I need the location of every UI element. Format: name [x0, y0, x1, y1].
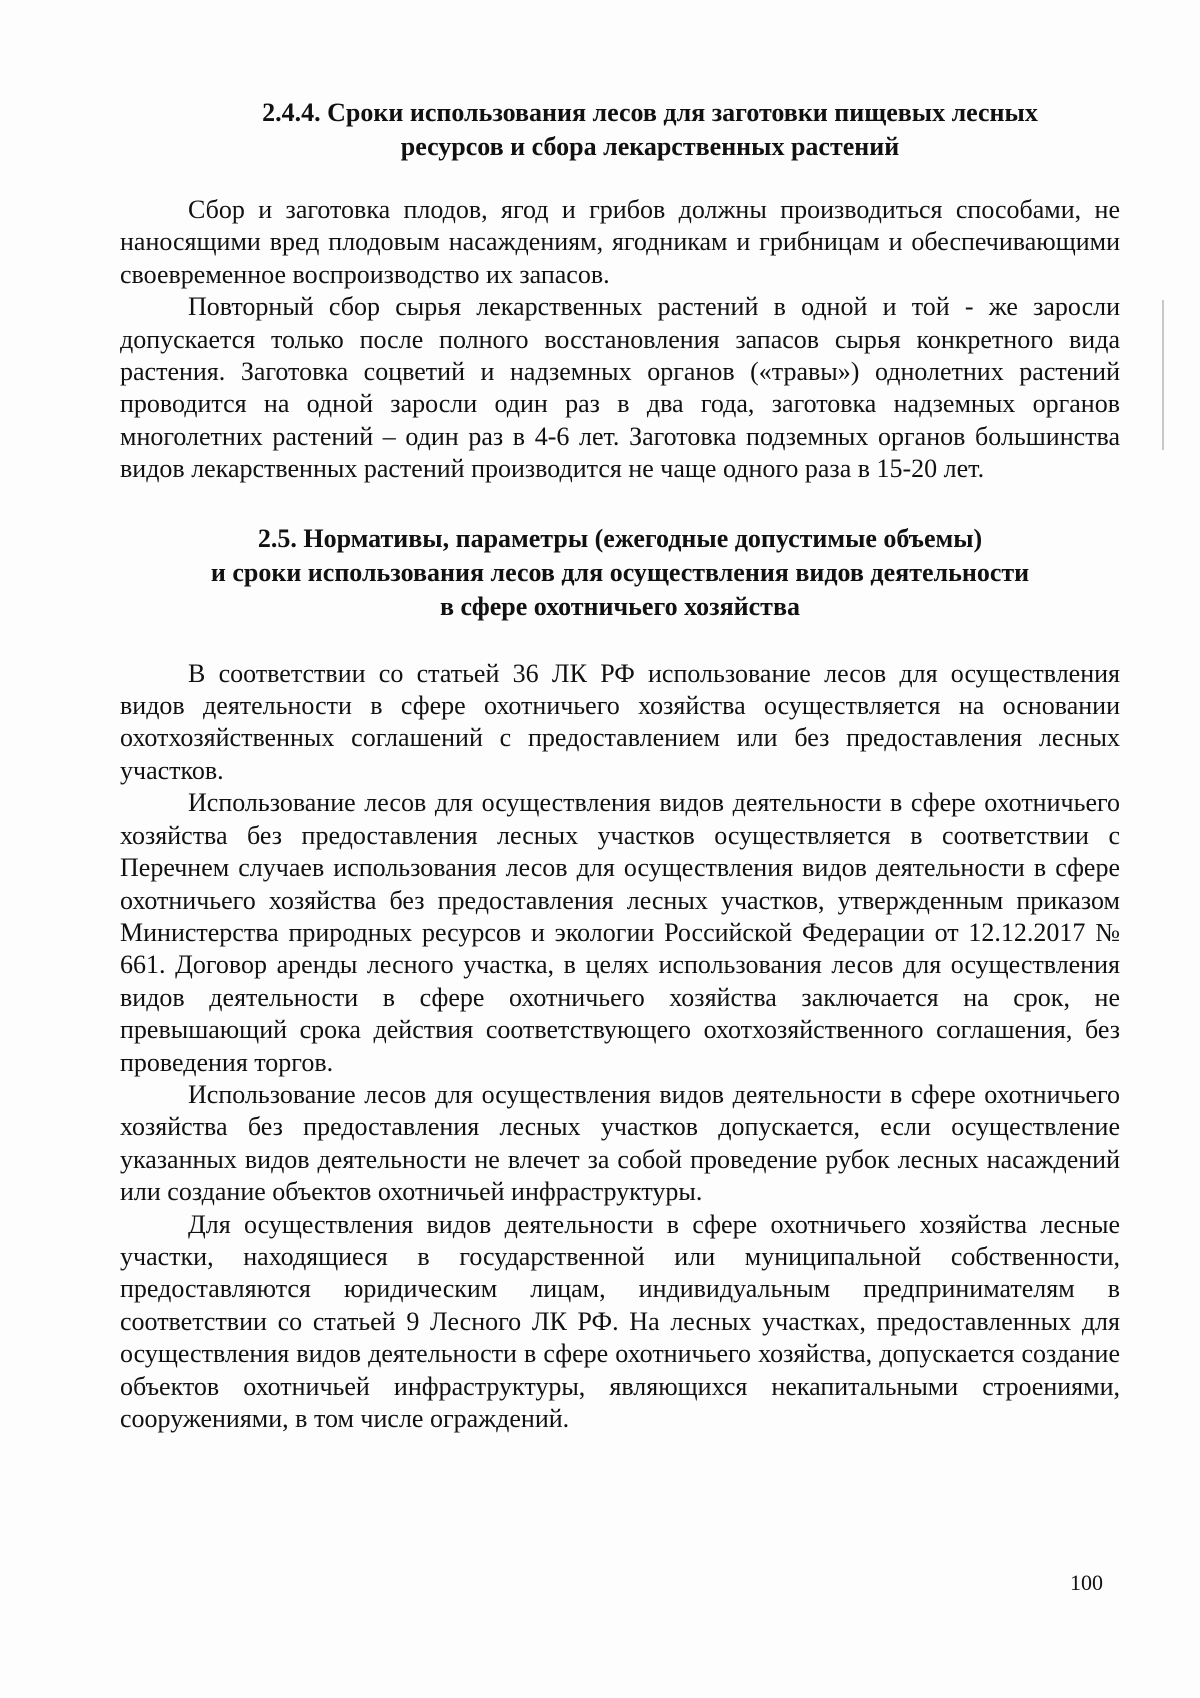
section-heading-2-5 — [120, 522, 1120, 624]
paragraph: Повторный сбор сырья лекарственных растений в одной и той - же заросли допускается только после полного восстановления запасов сырья конкретного вида растения. Заготовка соцветий и надземных органов («травы») однолетних растений проводится на одной заросли один раз в два года, заготовка надземных органов многолетних растений – один раз в 4-6 лет. Заготовка подземных органов большинства видов лекарственных растений производится не чаще одного раза в 15-20 лет. — [120, 292, 1120, 484]
paragraph: Для осуществления видов деятельности в сфере охотничьего хозяйства лесные участки, находящиеся в государственной или муниципальной собственности, предоставляются юридическим лицам, индивидуальным предпринимателям в соответствии со статьей 9 Лесного ЛК РФ. На лесных участках, предоставленных для осуществления видов деятельности в сфере охотничьего хозяйства, допускается создание объектов охотничьей инфраструктуры, являющихся некапитальными строениями, сооружениями, в том числе ограждений. — [120, 1209, 1120, 1433]
paragraph: Использование лесов для осуществления видов деятельности в сфере охотничьего хозяйства без предоставления лесных участков осуществляется в соответствии с Перечнем случаев использования лесов для осуществления видов деятельности в сфере охотничьего хозяйства без предоставления лесных участков, утвержденным приказом Министерства природных ресурсов и экологии Российской Федерации от 12.12.2017 № 661. Договор аренды лесного участка, в целях использования лесов для осуществления видов деятельности в сфере охотничьего хозяйства заключается на срок, не превышающий срока действия соответствующего охотхозяйственного соглашения, без проведения торгов. — [120, 788, 1120, 1077]
section-heading-2-4-4 — [180, 96, 1120, 164]
section-2-4-4-body — [120, 194, 1120, 486]
heading-line: в сфере охотничьего хозяйства — [440, 591, 800, 621]
paragraph: Использование лесов для осуществления видов деятельности в сфере охотничьего хозяйства без предоставления лесных участков допускается, если осуществление указанных видов деятельности не влечет за собой проведение рубок лесных насаждений или создание объектов охотничьей инфраструктуры. — [120, 1079, 1120, 1207]
heading-line: 2.5. Нормативы, параметры (ежегодные допустимые объемы) — [257, 523, 983, 553]
paragraph: В соответствии со статьей 36 ЛК РФ использование лесов для осуществления видов деятельности в сфере охотничьего хозяйства осуществляется на основании охотхозяйственных соглашений с предоставлением или без предоставления лесных участков. — [120, 658, 1120, 785]
heading-line: 2.4.4. Сроки использования лесов для заготовки пищевых лесных — [262, 98, 1038, 127]
page-number: 100 — [1070, 1570, 1103, 1595]
heading-line: и сроки использования лесов для осуществления видов деятельности — [210, 557, 1030, 587]
heading-line: ресурсов и сбора лекарственных растений — [400, 132, 900, 161]
paragraph: Сбор и заготовка плодов, ягод и грибов должны производиться способами, не наносящими вред плодовым насаждениям, ягодникам и грибницам и обеспечивающими своевременное воспроизводство их запасов. — [120, 195, 1120, 289]
scan-artifact-line — [1162, 300, 1164, 450]
page-content — [120, 96, 1120, 1435]
section-2-5-body — [120, 658, 1120, 1436]
